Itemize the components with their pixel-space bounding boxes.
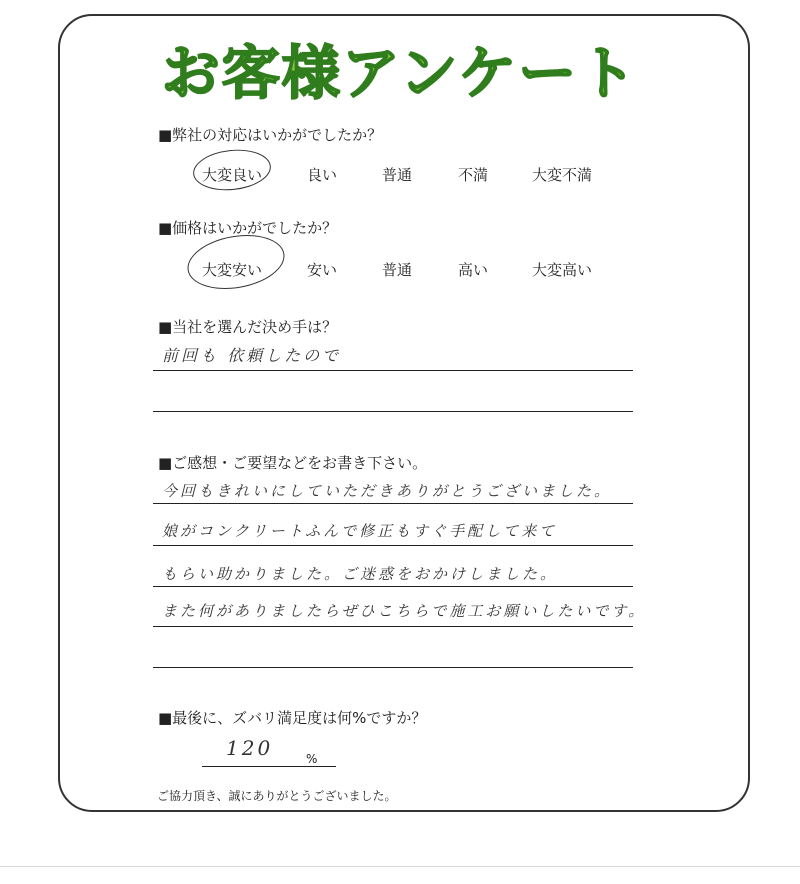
percent-unit: % [306,752,318,766]
answer-comments-line-3[interactable]: もらい助かりました。ご迷惑をおかけしました。 [162,565,559,583]
answer-line [153,586,633,587]
answer-line [153,626,633,627]
question-deciding-factor: ■当社を選んだ決め手は？ [158,318,338,336]
option-service-normal[interactable]: 普通 [382,166,413,184]
question-service: ■弊社の対応はいかがでしたか？ [158,126,383,144]
question-comments: ■ご感想・ご要望などをお書き下さい。 [158,454,428,472]
answer-satisfaction-value[interactable]: 120 [226,736,274,760]
answer-comments-line-2[interactable]: 娘がコンクリートふんで修正もすぐ手配して来て [162,522,558,540]
thank-you-note: ご協力頂き、誠にありがとうございました。 [157,789,397,803]
option-price-normal[interactable]: 普通 [382,261,413,279]
option-price-very-expensive[interactable]: 大変高い [532,261,593,279]
answer-line [202,766,336,767]
answer-line [153,545,633,546]
option-price-very-cheap[interactable]: 大変安い [202,261,263,279]
option-service-dissatisfied[interactable]: 不満 [458,166,489,184]
question-price: ■価格はいかがでしたか？ [158,219,338,237]
option-service-good[interactable]: 良い [307,166,338,184]
answer-line [153,370,633,371]
option-price-cheap[interactable]: 安い [307,261,338,279]
option-service-very-good[interactable]: 大変良い [202,166,263,184]
answer-comments-line-4[interactable]: また何がありましたらぜひこちらで施工お願いしたいです。 [162,602,647,620]
page-edge [0,866,800,867]
answer-line [153,411,633,412]
answer-comments-line-1[interactable]: 今回もきれいにしていただきありがとうございました。 [162,482,613,500]
option-price-expensive[interactable]: 高い [458,261,489,279]
option-service-very-dissatisfied[interactable]: 大変不満 [532,166,593,184]
answer-line [153,503,633,504]
answer-deciding-factor-line-1[interactable]: 前回も 依頼したので [162,346,342,365]
question-satisfaction: ■最後に、ズバリ満足度は何%ですか？ [158,709,427,727]
answer-line [153,667,633,668]
page-title: お客様アンケート [161,39,639,107]
